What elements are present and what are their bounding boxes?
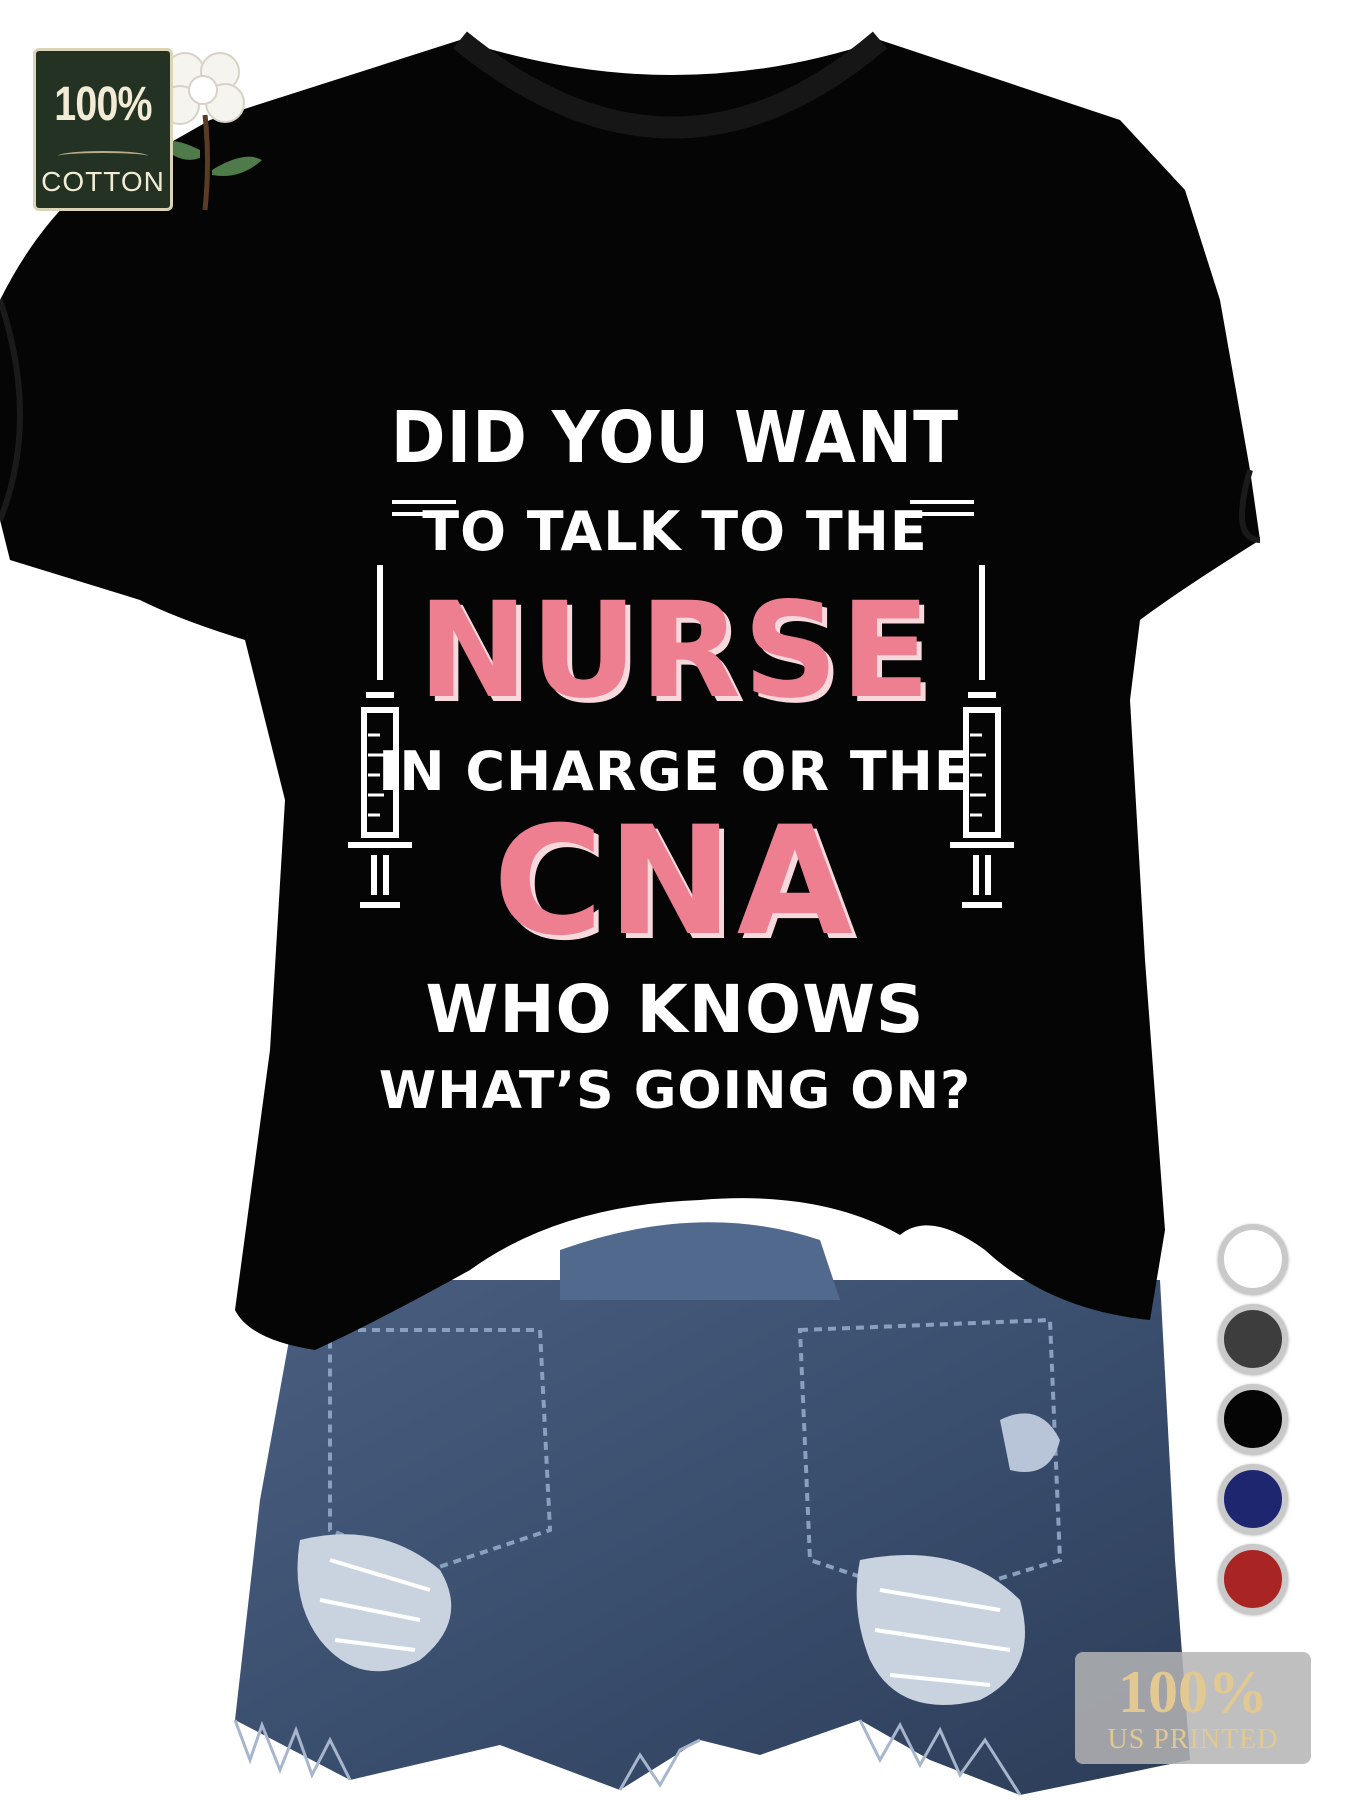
shirt-print-text <box>330 385 1020 1121</box>
badge-divider <box>58 151 148 161</box>
color-swatch-list <box>1218 1224 1296 1624</box>
print-line-7: WHAT’S GOING ON? <box>378 1061 972 1121</box>
color-swatch-navy[interactable] <box>1218 1464 1288 1534</box>
print-line-nurse: NURSE <box>417 574 933 728</box>
print-line-2: TO TALK TO THE <box>422 500 928 563</box>
print-line-4: IN CHARGE OR THE <box>378 740 972 803</box>
print-line-1: DID YOU WANT <box>390 395 960 480</box>
print-line-cna: CNA <box>493 795 857 969</box>
us-printed-badge <box>1075 1652 1311 1764</box>
cotton-badge-label: COTTON <box>41 166 165 197</box>
color-swatch-red[interactable] <box>1218 1544 1288 1614</box>
printed-badge-label: US PRINTED <box>1107 1724 1279 1755</box>
cotton-badge <box>33 48 173 211</box>
cotton-badge-percent: 100% <box>54 78 152 131</box>
color-swatch-black[interactable] <box>1218 1384 1288 1454</box>
print-line-6: WHO KNOWS <box>425 971 925 1048</box>
color-swatch-white[interactable] <box>1218 1224 1288 1294</box>
color-swatch-dark-gray[interactable] <box>1218 1304 1288 1374</box>
printed-badge-percent: 100% <box>1118 1659 1268 1725</box>
